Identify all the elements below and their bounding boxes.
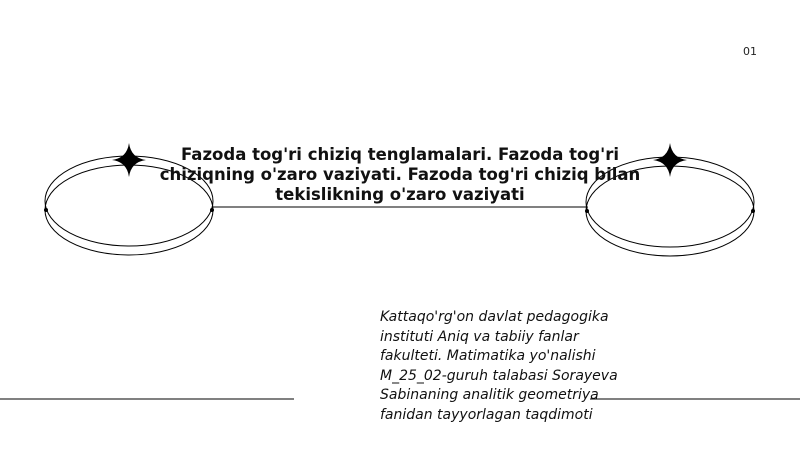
four-point-star-icon-left [112,143,146,177]
four-point-star-icon-right [653,143,687,177]
page-number: 01 [743,45,757,58]
author-info: Kattaqo'rg'on davlat pedagogika instituti Aniq va tabiiy fanlar fakulteti. Matimatika yo'nalishi M_25_02-guruh talabasi Sorayeva Sabinaning analitik geometriya fanidan tayyorlagan taqdimoti [380,309,618,423]
slide-title: Fazoda tog'ri chiziq tenglamalari. Fazoda tog'ri chiziqning o'zaro vaziyati. Fazoda tog'ri chiziq bilan tekislikning o'zaro vaziyati [159,145,641,204]
